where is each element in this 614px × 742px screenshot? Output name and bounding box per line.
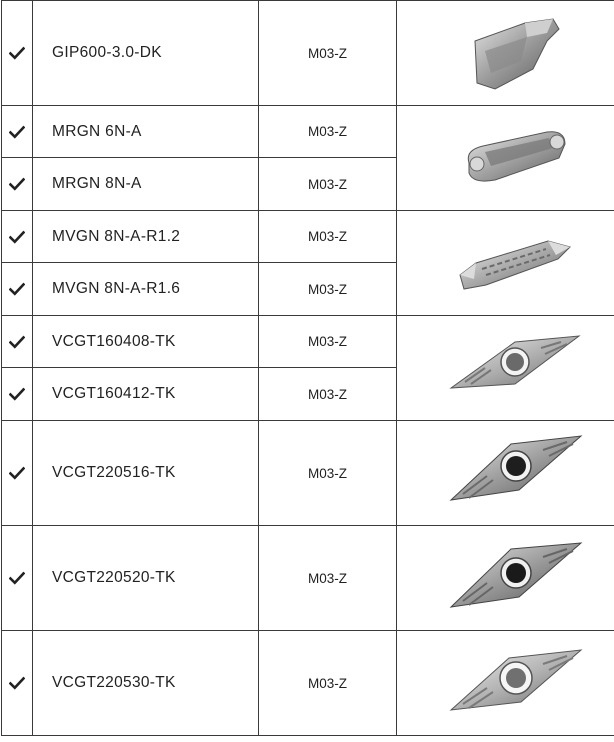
check-cell (2, 1, 33, 106)
grade-code: M03-Z (259, 526, 397, 631)
check-icon (9, 125, 25, 139)
grade-code: M03-Z (259, 158, 397, 211)
part-number: MRGN 6N-A (33, 106, 259, 158)
part-number: MVGN 8N-A-R1.6 (33, 263, 259, 316)
check-cell (2, 316, 33, 368)
part-number: MRGN 8N-A (33, 158, 259, 211)
part-number: VCGT220520-TK (33, 526, 259, 631)
vcgt-insert-image (445, 428, 585, 518)
grade-code: M03-Z (259, 368, 397, 421)
round-grooving-insert-image (455, 118, 575, 198)
check-cell (2, 526, 33, 631)
check-icon (9, 230, 25, 244)
insert-image-cell (397, 106, 614, 211)
part-number: VCGT220530-TK (33, 631, 259, 736)
insert-image-cell (397, 1, 614, 106)
check-icon (9, 387, 25, 401)
check-icon (9, 571, 25, 585)
insert-image-cell (397, 526, 614, 631)
check-cell (2, 211, 33, 263)
table-row (2, 526, 614, 631)
check-icon (9, 282, 25, 296)
grade-code: M03-Z (259, 263, 397, 316)
table-row (2, 211, 614, 263)
grade-code: M03-Z (259, 631, 397, 736)
vcgt-insert-image (445, 328, 585, 408)
insert-image-cell (397, 421, 614, 526)
table-row (2, 421, 614, 526)
grade-code: M03-Z (259, 316, 397, 368)
check-cell (2, 263, 33, 316)
check-icon (9, 46, 25, 60)
vcgt-insert-image (445, 533, 585, 623)
check-cell (2, 158, 33, 211)
check-icon (9, 466, 25, 480)
part-number: MVGN 8N-A-R1.2 (33, 211, 259, 263)
insert-image-cell (397, 316, 614, 421)
table-row (2, 1, 614, 106)
check-icon (9, 177, 25, 191)
check-cell (2, 106, 33, 158)
part-number: VCGT220516-TK (33, 421, 259, 526)
insert-image-cell (397, 211, 614, 316)
check-cell (2, 631, 33, 736)
table-row (2, 631, 614, 736)
check-icon (9, 335, 25, 349)
part-number: GIP600-3.0-DK (33, 1, 259, 106)
grade-code: M03-Z (259, 106, 397, 158)
part-number: VCGT160408-TK (33, 316, 259, 368)
check-cell (2, 421, 33, 526)
part-number: VCGT160412-TK (33, 368, 259, 421)
grade-code: M03-Z (259, 1, 397, 106)
check-cell (2, 368, 33, 421)
table-row (2, 106, 614, 158)
v-grooving-insert-image (452, 223, 577, 303)
vcgt-insert-image (445, 638, 585, 728)
insert-image-cell (397, 631, 614, 736)
insert-table (1, 0, 614, 736)
table-row (2, 316, 614, 368)
grade-code: M03-Z (259, 211, 397, 263)
grade-code: M03-Z (259, 421, 397, 526)
check-icon (9, 676, 25, 690)
grooving-insert-image (455, 11, 575, 96)
